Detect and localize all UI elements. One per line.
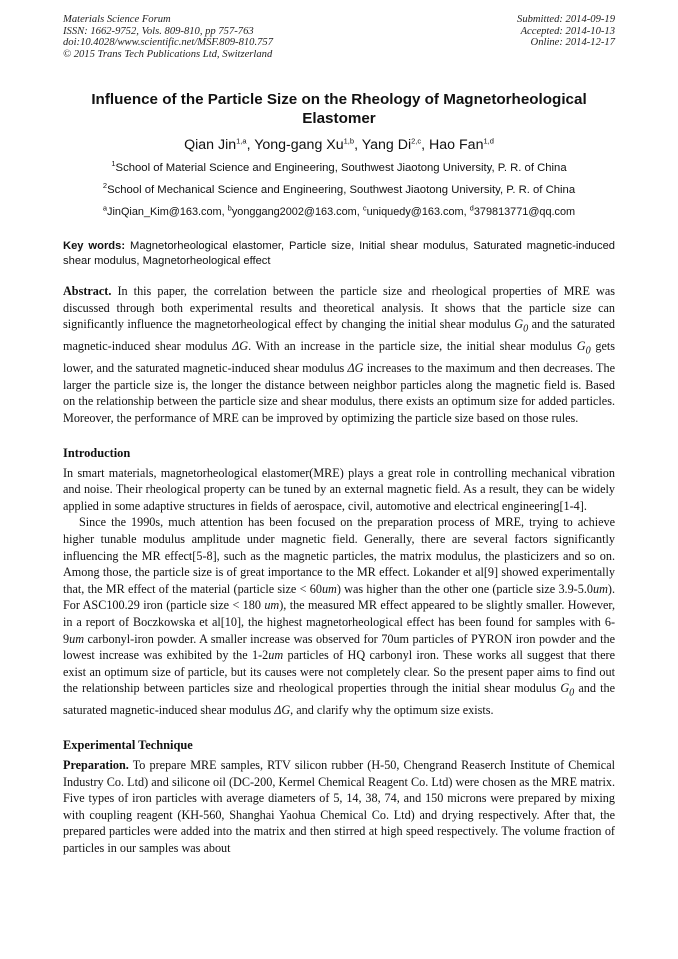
journal-name: Materials Science Forum bbox=[63, 14, 171, 25]
symbol-delta-g: ΔG bbox=[274, 703, 291, 718]
section-heading-experimental: Experimental Technique bbox=[63, 737, 193, 752]
symbol-g0 bbox=[576, 339, 591, 357]
section-heading-introduction: Introduction bbox=[63, 445, 131, 460]
unit-um: um bbox=[321, 581, 337, 596]
keywords-label: Key words: bbox=[63, 240, 126, 253]
paragraph-text: particles of HQ carbonyl iron. These works all suggest that there exist an optimum size of particle, but its causes were not completely clear. So the present paper aims to find out the relationship between particles size and rheological properties through the initial shear modulus bbox=[63, 648, 615, 696]
submission-dates bbox=[517, 14, 615, 60]
unit-um: um bbox=[592, 581, 608, 596]
symbol-g0 bbox=[560, 681, 575, 699]
abstract bbox=[63, 283, 615, 427]
journal-copyright: © 2015 Trans Tech Publications Ltd, Switzerland bbox=[63, 48, 273, 60]
paragraph-text: ). For ASC100.29 iron (particle size < 180 bbox=[63, 581, 615, 613]
symbol-subscript: 0 bbox=[569, 687, 575, 699]
author-affiliation-mark: 2,c bbox=[411, 136, 422, 146]
journal-info bbox=[63, 14, 273, 60]
email-address: 379813771@qq.com bbox=[473, 206, 576, 219]
unit-um: um bbox=[264, 598, 280, 613]
paper-page bbox=[63, 14, 615, 857]
abstract-text: In this paper, the correlation between the particle size and rheological properties of MRE was discussed through both experimental results and theoretical analysis. It shows that the particle size can significantly influence the magnetorheological effect by changing the initial shear modulus bbox=[63, 283, 616, 332]
journal-header bbox=[63, 14, 615, 60]
introduction-paragraph: In smart materials, magnetorheological elastomer(MRE) plays a great role in controlling mechanical vibration and noise. Their rheological property can be tuned by an external magnetic field. As a result, they can be widely applied in some adaptive structures in fields of aerospace, civil, automotive and electrical engineering[1-4]. bbox=[63, 465, 615, 513]
paragraph-text: ), the measured MR effect appeared to be slightly smaller. However, in a report of Boczkowska et al[10], the highest magnetorheological effect has been found for samples with 6-9 bbox=[63, 598, 615, 646]
submitted-date: Submitted: 2014-09-19 bbox=[517, 14, 615, 25]
symbol-subscript: 0 bbox=[585, 345, 591, 357]
introduction-paragraph bbox=[63, 514, 615, 719]
symbol-delta-g: ΔG bbox=[347, 361, 364, 376]
abstract-text: and the saturated magnetic-induced shear modulus bbox=[63, 317, 615, 354]
email-address: JinQian_Kim@163.com bbox=[107, 206, 222, 219]
abstract-text: . With an increase in the particle size, the initial shear modulus bbox=[248, 339, 573, 354]
unit-um: um bbox=[268, 648, 284, 663]
author-name: Qian Jin bbox=[184, 137, 237, 154]
abstract-text: increases to the maximum and then decreases. The larger the particle size is, the longer the distance between neighbor particles along the magnetic field is. Based on the relationship between the particle size and shear modulus, there exists an optimum size for added particles. Moreover, the performance of MRE can be improved by optimizing the particle size based on those rules. bbox=[63, 361, 615, 425]
author-affiliation-mark: 1,d bbox=[483, 136, 494, 146]
affiliation-text: School of Mechanical Science and Engineering, Southwest Jiaotong University, P. R. of China bbox=[107, 184, 576, 197]
affiliation-text: School of Material Science and Engineering, Southwest Jiaotong University, P. R. of China bbox=[115, 162, 567, 175]
online-date: Online: 2014-12-17 bbox=[530, 37, 615, 49]
paper-title: Influence of the Particle Size on the Rheology of Magnetorheological Elastomer bbox=[91, 91, 587, 128]
abstract-text: gets lower, and the saturated magnetic-induced shear modulus bbox=[63, 339, 615, 376]
accepted-date: Accepted: 2014-10-13 bbox=[520, 25, 615, 37]
email-mark: a bbox=[102, 203, 108, 213]
email-mark: b bbox=[227, 203, 232, 213]
abstract-label: Abstract. bbox=[63, 283, 112, 298]
journal-issn: ISSN: 1662-9752, Vols. 809-810, pp 757-763 bbox=[63, 25, 254, 37]
paragraph-text: , and clarify why the optimum size exists. bbox=[290, 703, 494, 718]
email-list: $^a$JinQian_Kim@163.com, $^b$yonggang2002@163.com, $^c$uniquedy@163.com, $^d$379813771@qq.com bbox=[102, 203, 576, 219]
symbol-g: G bbox=[576, 339, 586, 354]
email-mark: d bbox=[469, 203, 474, 213]
paragraph-text: ) was higher than the other one (particle size 3.9-5.0 bbox=[336, 581, 593, 596]
affiliation bbox=[63, 160, 615, 176]
author-name: Hao Fan bbox=[429, 137, 484, 154]
affiliation bbox=[63, 182, 615, 198]
author-name: Yang Di bbox=[361, 137, 412, 154]
keywords-text: Magnetorheological elastomer, Particle size, Initial shear modulus, Saturated magnetic-induced shear modulus, Magnetorheological effect bbox=[63, 240, 616, 267]
author-name: Yong-gang Xu bbox=[254, 137, 344, 154]
email-address: yonggang2002@163.com bbox=[231, 206, 357, 219]
symbol-delta-g: ΔG bbox=[232, 339, 249, 354]
symbol-g: G bbox=[560, 681, 570, 696]
author-affiliation-mark: 1,b bbox=[343, 136, 355, 146]
email-address: uniquedy@163.com bbox=[366, 206, 464, 219]
affiliation-mark: 2 bbox=[102, 181, 108, 191]
affiliation-mark: 1 bbox=[111, 159, 116, 169]
preparation-label: Preparation. bbox=[63, 757, 129, 772]
preparation-paragraph bbox=[63, 757, 615, 857]
paragraph-text: and the saturated magnetic-induced shear modulus bbox=[63, 681, 615, 718]
keywords bbox=[63, 239, 615, 268]
unit-um: um bbox=[69, 631, 84, 646]
symbol-g0 bbox=[514, 317, 529, 335]
email-mark: c bbox=[362, 203, 367, 213]
symbol-g: G bbox=[514, 317, 524, 332]
symbol-subscript: 0 bbox=[523, 323, 529, 335]
author-affiliation-mark: 1,a bbox=[236, 136, 247, 146]
paragraph-text: Since the 1990s, much attention has been focused on the preparation process of MRE, trying to achieve higher tunable modulus amplitude under magnetic field. Generally, there are several factors significantly influencing the MR effect[5-8], such as the magnetic particles, the matrix modulus, the plasticizers and so on. Among those, the particle size is of great importance to the MR effect. Lokander et al[9] showed experimentally that, the MR effect of the material (particle size < 60 bbox=[63, 515, 615, 596]
journal-doi: doi:10.4028/www.scientific.net/MSF.809-810.757 bbox=[63, 37, 273, 49]
paragraph-text: carbonyl-iron powder. A smaller increase was observed for 70um particles of PYRON iron powder and the lowest increase was exhibited by the 1-2 bbox=[63, 631, 615, 663]
author-list: Qian Jin$^{1,a}$, Yong-gang Xu$^{1,b}$, Yang Di$^{2,c}$, Hao Fan$^{1,d}$ bbox=[184, 136, 494, 154]
preparation-text: To prepare MRE samples, RTV silicon rubber (H-50, Chengrand Reaserch Institute of Chemical Industry Co. Ltd) and silicone oil (DC-200, Kermel Chemical Reagent Co. Ltd) were chosen as the MRE matrix. Five types of iron particles with average diameters of 5, 14, 38, 74, and 150 microns were prepared by mixing with coupling reagent (KH-560, Shanghai Yaohua Chemical Co. Ltd) and drying respectively. After that, the prepared particles were added into the matrix and then stirred at high speed respectively. The volume fraction of particles in our samples was about bbox=[63, 757, 616, 855]
